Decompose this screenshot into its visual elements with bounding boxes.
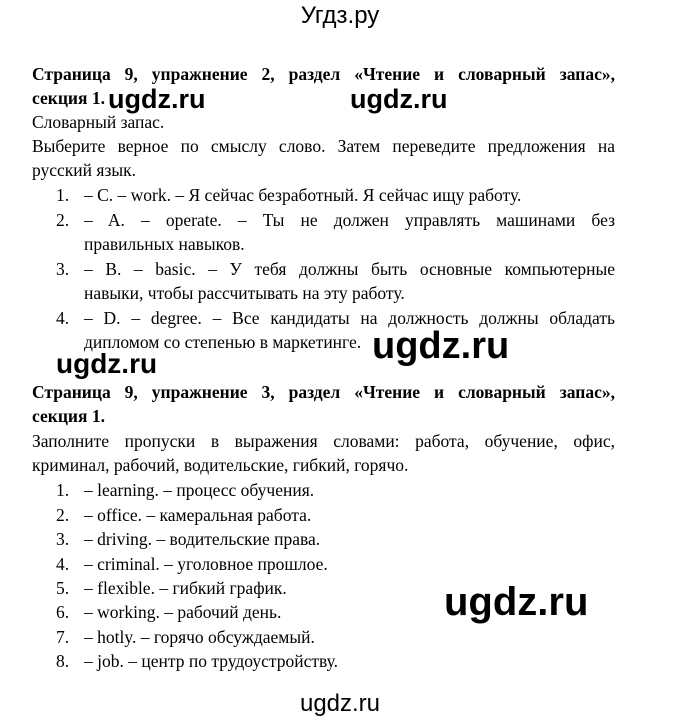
section2-heading-cont: секция 1.: [32, 406, 105, 426]
site-footer: ugdz.ru: [299, 690, 381, 717]
item-number: 2.: [56, 505, 70, 525]
item-text: – flexible. – гибкий график.: [84, 578, 287, 598]
item-number: 1.: [56, 480, 70, 500]
item-number: 8.: [56, 651, 70, 671]
watermark: ugdz.ru: [444, 580, 589, 624]
item-text-cont: дипломом со степенью в маркетинге.: [84, 332, 362, 352]
item-number: 1.: [56, 185, 70, 205]
item-text: – A. – operate. – Ты не должен управлять машинами без: [84, 210, 615, 230]
item-text: – office. – камеральная работа.: [84, 505, 312, 525]
item-text: – C. – work. – Я сейчас безработный. Я сейчас ищу работу.: [84, 185, 522, 205]
item-text: – hotly. – горячо обсуждаемый.: [84, 627, 315, 647]
watermark: ugdz.ru: [350, 84, 448, 114]
section2-instruction-cont: криминал, рабочий, водительские, гибкий, горячо.: [32, 455, 409, 475]
item-text: – learning. – процесс обучения.: [84, 480, 315, 500]
section1-heading: Страница 9, упражнение 2, раздел «Чтение и словарный запас»,: [32, 64, 615, 84]
item-text: – job. – центр по трудоустройству.: [84, 651, 339, 671]
item-text-cont: навыки, чтобы рассчитывать на эту работу.: [84, 283, 405, 303]
item-number: 3.: [56, 259, 70, 279]
item-number: 4.: [56, 308, 70, 328]
section1-subtitle: Словарный запас.: [32, 112, 165, 132]
item-text: – working. – рабочий день.: [84, 602, 282, 622]
item-text: – D. – degree. – Все кандидаты на должность должны обладать: [84, 308, 615, 328]
section1-instruction-cont: русский язык.: [32, 160, 137, 180]
item-text: – criminal. – уголовное прошлое.: [84, 554, 328, 574]
watermark: ugdz.ru: [372, 325, 510, 367]
item-number: 2.: [56, 210, 70, 230]
item-text: – driving. – водительские права.: [84, 529, 321, 549]
item-number: 4.: [56, 554, 70, 574]
section1-heading-cont: секция 1.: [32, 88, 105, 108]
item-number: 5.: [56, 578, 70, 598]
watermark: ugdz.ru: [56, 348, 158, 379]
item-text: – B. – basic. – У тебя должны быть основные компьютерные: [84, 259, 615, 279]
item-number: 3.: [56, 529, 70, 549]
section2-heading: Страница 9, упражнение 3, раздел «Чтение и словарный запас»,: [32, 382, 615, 402]
item-number: 6.: [56, 602, 70, 622]
item-text-cont: правильных навыков.: [84, 234, 245, 254]
section1-instruction: Выберите верное по смыслу слово. Затем переведите предложения на: [32, 136, 615, 156]
item-number: 7.: [56, 627, 70, 647]
watermark: ugdz.ru: [108, 84, 206, 114]
site-header: Угдз.ру: [300, 2, 380, 29]
section2-instruction: Заполните пропуски в выражения словами: работа, обучение, офис,: [32, 431, 615, 451]
